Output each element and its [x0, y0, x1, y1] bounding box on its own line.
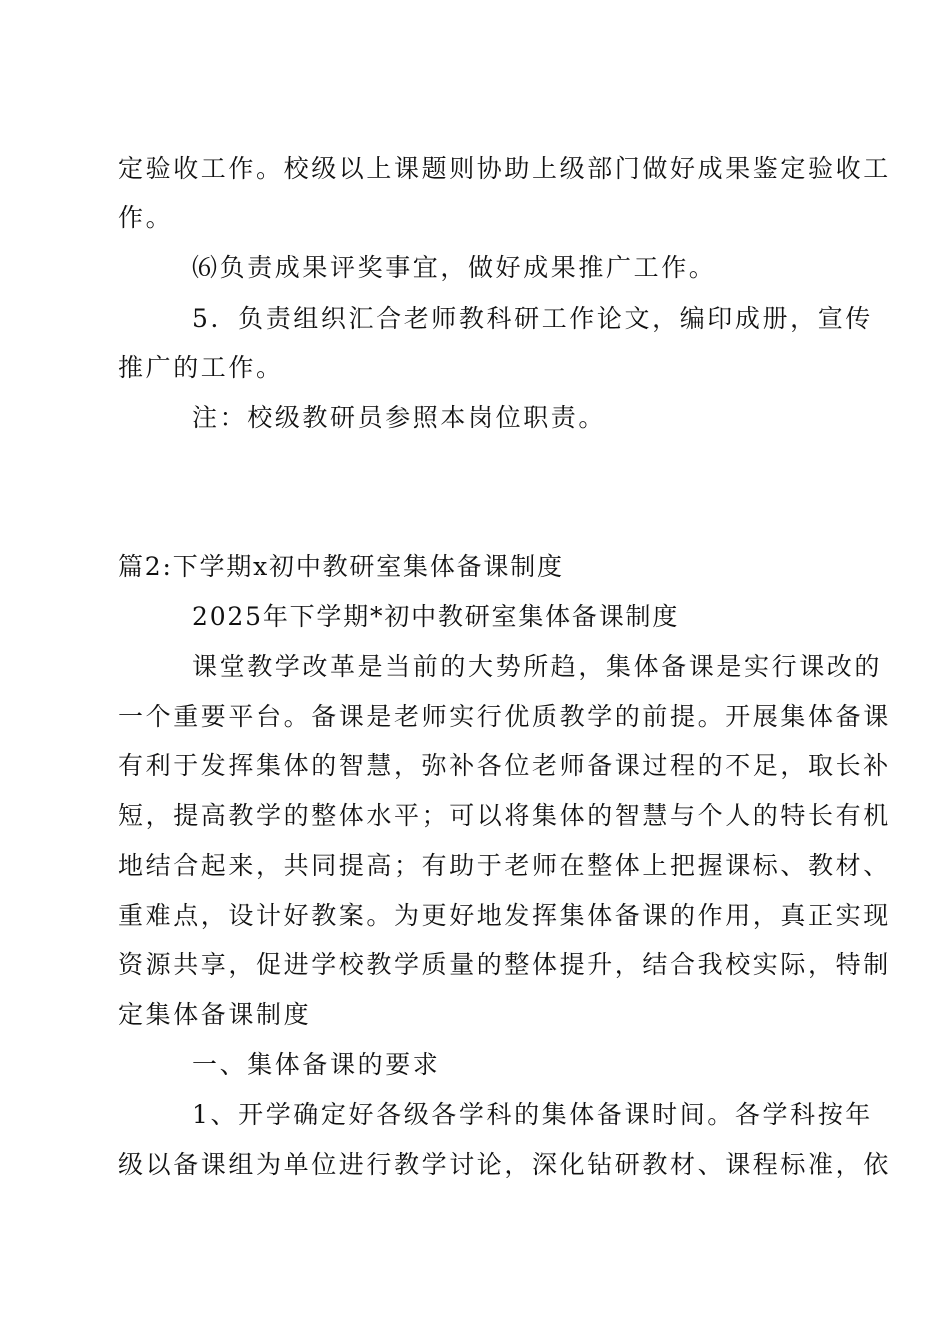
text-line: 课堂教学改革是当前的大势所趋，集体备课是实行课改的 [192, 652, 883, 681]
text-line: 短，提高教学的整体水平；可以将集体的智慧与个人的特长有机 [118, 801, 891, 830]
text-line: 注：校级教研员参照本岗位职责。 [192, 403, 607, 432]
text-line: 地结合起来，共同提高；有助于老师在整体上把握课标、教材、 [118, 851, 891, 880]
text-line: 定验收工作。校级以上课题则协助上级部门做好成果鉴定验收工 [118, 154, 891, 183]
section-heading: 篇2:下学期x初中教研室集体备课制度 [118, 552, 564, 581]
text-line: 有利于发挥集体的智慧，弥补各位老师备课过程的不足，取长补 [118, 751, 891, 780]
text-line: 作。 [118, 203, 174, 232]
text-line: 定集体备课制度 [118, 1000, 312, 1029]
text-line: ⑹负责成果评奖事宜，做好成果推广工作。 [192, 253, 717, 282]
text-line: 5．负责组织汇合老师教科研工作论文，编印成册，宣传 [192, 304, 873, 333]
text-line: 重难点，设计好教案。为更好地发挥集体备课的作用，真正实现 [118, 901, 891, 930]
text-line: 资源共享，促进学校教学质量的整体提升，结合我校实际，特制 [118, 950, 891, 979]
text-line: 级以备课组为单位进行教学讨论，深化钻研教材、课程标准，依 [118, 1150, 891, 1179]
text-line: 1、开学确定好各级各学科的集体备课时间。各学科按年 [192, 1100, 873, 1129]
subsection-heading: 一、集体备课的要求 [192, 1050, 441, 1079]
text-line: 一个重要平台。备课是老师实行优质教学的前提。开展集体备课 [118, 702, 891, 731]
document-title: 2025年下学期*初中教研室集体备课制度 [192, 602, 680, 631]
text-line: 推广的工作。 [118, 353, 284, 382]
